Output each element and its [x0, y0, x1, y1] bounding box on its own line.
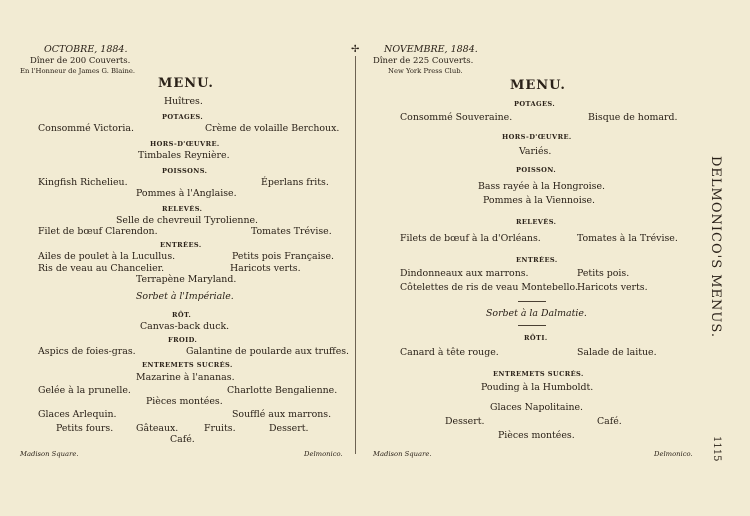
- right-dish-filets: Filets de bœuf à la d'Orléans.: [400, 233, 541, 244]
- right-dish-pouding: Pouding à la Humboldt.: [481, 382, 594, 393]
- right-header-month: NOVEMBRE, 1884.: [384, 44, 478, 55]
- left-section-releves: RELEVÉS.: [162, 205, 203, 213]
- right-dish-bisque: Bisque de homard.: [588, 112, 678, 123]
- right-header-dinner: Dîner de 225 Couverts.: [373, 56, 474, 66]
- right-dish-petits-pois: Petits pois.: [577, 268, 630, 279]
- left-dish-gelee: Gelée à la prunelle.: [38, 385, 131, 396]
- right-section-releves: RELEVÉS.: [516, 218, 557, 226]
- left-dish-ris: Ris de veau au Chancelier.: [38, 263, 165, 274]
- left-header-dinner: Dîner de 200 Couverts.: [30, 56, 131, 66]
- right-section-potages: POTAGES.: [514, 100, 556, 108]
- left-section-potages: POTAGES.: [162, 113, 204, 121]
- right-rule-bottom: [518, 325, 546, 326]
- left-section-poissons: POISSONS.: [162, 167, 208, 175]
- left-dish-eperlans: Éperlans frits.: [261, 177, 329, 188]
- left-dish-aspics: Aspics de foies-gras.: [38, 346, 136, 357]
- left-dish-timbales: Timbales Reynière.: [138, 150, 230, 161]
- left-section-rot: RÔT.: [172, 311, 192, 319]
- left-dish-petits-fours: Petits fours.: [56, 423, 114, 434]
- right-dish-pieces: Pièces montées.: [498, 430, 575, 441]
- right-section-hors: HORS-D'ŒUVRE.: [502, 133, 572, 141]
- left-dish-kingfish: Kingfish Richelieu.: [38, 177, 128, 188]
- left-dish-ailes: Ailes de poulet à la Lucullus.: [38, 251, 176, 262]
- left-header-month: OCTOBRE, 1884.: [44, 44, 128, 55]
- side-title: DELMONICO'S MENUS.: [708, 156, 723, 338]
- left-menu-title: MENU.: [158, 76, 214, 91]
- left-footer-place: Madison Square.: [20, 450, 79, 458]
- right-dish-canard: Canard à tête rouge.: [400, 347, 499, 358]
- left-dish-tomates: Tomates Trévise.: [251, 226, 332, 237]
- left-dish-sorbet: Sorbet à l'Impériale.: [136, 291, 234, 302]
- left-dish-petits-pois: Petits pois Française.: [232, 251, 334, 262]
- left-dish-mazarine: Mazarine à l'ananas.: [136, 372, 235, 383]
- left-dish-creme: Crème de volaille Berchoux.: [205, 123, 340, 134]
- right-footer-place: Madison Square.: [373, 450, 432, 458]
- right-dish-pommes: Pommes à la Viennoise.: [483, 195, 596, 206]
- left-dish-souffle: Soufflé aux marrons.: [232, 409, 332, 420]
- right-section-poisson: POISSON.: [516, 166, 557, 174]
- right-dish-cafe: Café.: [597, 416, 622, 427]
- left-dish-pieces: Pièces montées.: [146, 396, 223, 407]
- left-dish-huitres: Huîtres.: [164, 96, 203, 107]
- right-header-club: New York Press Club.: [388, 67, 463, 75]
- divider-cross-icon: ✢: [351, 44, 360, 55]
- left-dish-glaces: Glaces Arlequin.: [38, 409, 117, 420]
- right-dish-bass: Bass rayée à la Hongroise.: [478, 181, 605, 192]
- right-menu-title: MENU.: [510, 78, 566, 93]
- left-dish-haricots: Haricots verts.: [230, 263, 301, 274]
- left-dish-pommes: Pommes à l'Anglaise.: [136, 188, 237, 199]
- left-dish-terrapene: Terrapène Maryland.: [136, 274, 237, 285]
- right-rule-top: [518, 301, 546, 302]
- left-dish-cafe: Café.: [170, 434, 195, 445]
- right-dish-tomates: Tomates à la Trévise.: [577, 233, 678, 244]
- right-dish-dessert: Dessert.: [445, 416, 485, 427]
- left-section-entremets: ENTREMETS SUCRÉS.: [142, 361, 233, 369]
- page-number: 1115: [711, 436, 722, 462]
- center-divider: [355, 56, 356, 454]
- right-section-roti: RÔTI.: [524, 334, 548, 342]
- left-dish-charlotte: Charlotte Bengalienne.: [227, 385, 338, 396]
- right-dish-dindonneaux: Dindonneaux aux marrons.: [400, 268, 529, 279]
- left-footer-signature: Delmonico.: [304, 450, 343, 458]
- right-dish-haricots: Haricots verts.: [577, 282, 648, 293]
- left-dish-canvas: Canvas-back duck.: [140, 321, 230, 332]
- right-dish-salade: Salade de laitue.: [577, 347, 657, 358]
- right-section-entrees: ENTRÉES.: [516, 256, 558, 264]
- left-header-honour: En l'Honneur de James G. Blaine.: [20, 67, 136, 75]
- right-dish-cotelettes: Côtelettes de ris de veau Montebello.: [400, 282, 578, 293]
- left-section-hors: HORS-D'ŒUVRE.: [150, 140, 220, 148]
- right-section-entremets: ENTREMETS SUCRÉS.: [493, 370, 584, 378]
- right-dish-sorbet: Sorbet à la Dalmatie.: [486, 308, 587, 319]
- left-dish-gateaux: Gâteaux.: [136, 423, 179, 434]
- left-section-entrees: ENTRÉES.: [160, 241, 202, 249]
- left-dish-consomme: Consommé Victoria.: [38, 123, 134, 134]
- right-dish-consomme: Consommé Souveraine.: [400, 112, 513, 123]
- left-dish-dessert: Dessert.: [269, 423, 309, 434]
- left-dish-selle: Selle de chevreuil Tyrolienne.: [116, 215, 259, 226]
- right-dish-varies: Variés.: [519, 146, 552, 157]
- left-section-froid: FROID.: [168, 336, 198, 344]
- left-dish-galantine: Galantine de poularde aux truffes.: [186, 346, 350, 357]
- right-dish-glaces: Glaces Napolitaine.: [490, 402, 584, 413]
- left-dish-fruits: Fruits.: [204, 423, 236, 434]
- right-footer-signature: Delmonico.: [654, 450, 693, 458]
- left-dish-filet: Filet de bœuf Clarendon.: [38, 226, 158, 237]
